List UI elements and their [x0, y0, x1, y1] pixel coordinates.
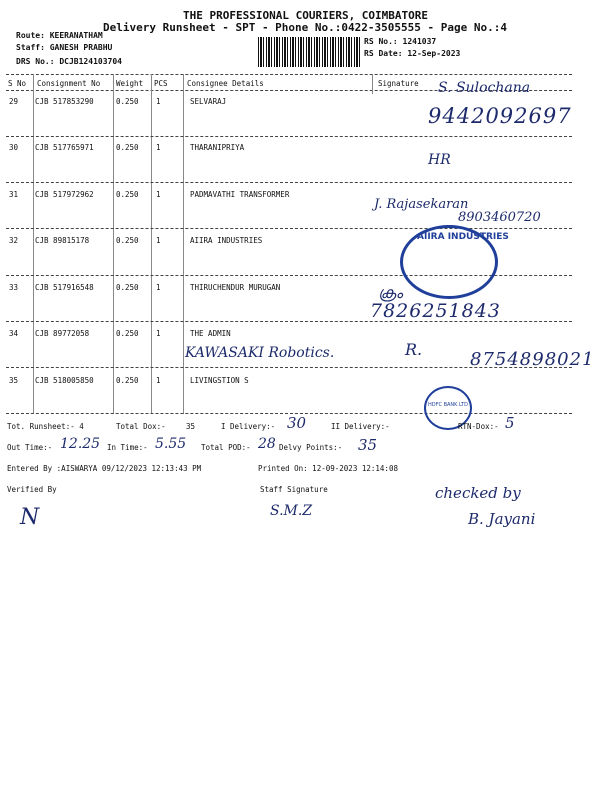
delvy-points-label: Delvy Points:-: [279, 443, 343, 452]
row-consignment: CJB 89815178: [35, 236, 90, 245]
in-time-value: 5.55: [155, 436, 187, 452]
stamp-text: AIIRA INDUSTRIES: [417, 232, 509, 242]
row-weight: 0.250: [116, 97, 139, 106]
col-divider: [151, 74, 152, 414]
ii-delivery-label: II Delivery:-: [331, 422, 390, 431]
staff-signature: S.M.Z: [270, 503, 313, 519]
row-consignment: CJB 517916548: [35, 283, 94, 292]
signature-30: HR: [428, 152, 451, 168]
row-consignee: LIVINGSTION S: [190, 376, 249, 385]
verified-by-label: Verified By: [7, 485, 57, 494]
in-time-label: In Time:-: [107, 443, 148, 452]
row-sno: 33: [9, 283, 19, 292]
signature-29: S. Sulochana: [438, 80, 531, 96]
row-consignee: PADMAVATHI TRANSFORMER: [190, 190, 290, 199]
row-pcs: 1: [156, 236, 161, 245]
row-sno: 30: [9, 143, 19, 152]
row-consignment: CJB 517765971: [35, 143, 94, 152]
total-dox-value: 35: [186, 422, 196, 431]
row-pcs: 1: [156, 97, 161, 106]
delvy-points-value: 35: [358, 436, 378, 454]
col-divider: [113, 74, 114, 414]
rtn-dox-value: 5: [505, 414, 515, 432]
col-weight: Weight: [116, 79, 144, 88]
row-sno: 31: [9, 190, 19, 199]
out-time-value: 12.25: [60, 436, 101, 452]
total-pod-label: Total POD:-: [201, 443, 251, 452]
col-pcs: PCS: [154, 79, 168, 88]
row-weight: 0.250: [116, 376, 139, 385]
row-pcs: 1: [156, 376, 161, 385]
drs-number: DRS No.: DCJB124103704: [16, 57, 122, 66]
total-pod-value: 28: [258, 436, 276, 452]
row-sno: 32: [9, 236, 19, 245]
verified-signature: N: [20, 505, 40, 530]
rtn-dox-label: RTN-Dox:-: [458, 422, 499, 431]
row-weight: 0.250: [116, 143, 139, 152]
row-weight: 0.250: [116, 190, 139, 199]
phone-34: 8754898021: [470, 349, 595, 370]
printed-on: Printed On: 12-09-2023 12:14:08: [258, 464, 398, 473]
phone-31: 8903460720: [458, 210, 541, 225]
entered-by: Entered By :AISWARYA 09/12/2023 12:13:43 PM: [7, 464, 202, 473]
col-signature: Signature: [378, 79, 419, 88]
row-sno: 29: [9, 97, 19, 106]
col-consignee: Consignee Details: [187, 79, 264, 88]
staff-label: Staff: GANESH PRABHU: [16, 43, 113, 52]
company-title: THE PROFESSIONAL COURIERS, COIMBATORE: [183, 9, 429, 22]
row-pcs: 1: [156, 143, 161, 152]
row-rule: [6, 182, 572, 183]
row-sno: 35: [9, 376, 19, 385]
row-consignment: CJB 517853290: [35, 97, 94, 106]
barcode: [258, 37, 360, 67]
bank-stamp-text: HDFC BANK LTD: [428, 402, 469, 408]
row-rule: [6, 136, 572, 137]
row-pcs: 1: [156, 190, 161, 199]
tot-runsheet: Tot. Runsheet:- 4: [7, 422, 84, 431]
phone-33: 7826251843: [370, 300, 501, 322]
row-consignee: THARANIPRIYA: [190, 143, 245, 152]
signature-34: R.: [405, 340, 423, 359]
out-time-label: Out Time:-: [7, 443, 53, 452]
checked-by-note: checked by: [435, 484, 521, 502]
row-sno: 34: [9, 329, 19, 338]
col-consignment: Consignment No: [37, 79, 101, 88]
row-consignment: CJB 517972962: [35, 190, 94, 199]
aiira-stamp: [400, 225, 509, 299]
signature-33: ക്രം: [378, 283, 403, 302]
route-label: Route: KEERANATHAM: [16, 31, 103, 40]
signature-31: J. Rajasekaran: [374, 197, 469, 212]
rs-date: RS Date: 12-Sep-2023: [364, 49, 461, 58]
checker-name: B. Jayani: [468, 510, 536, 528]
col-divider: [372, 74, 373, 94]
total-dox-label: Total Dox:-: [116, 422, 166, 431]
i-delivery-label: I Delivery:-: [221, 422, 276, 431]
row-pcs: 1: [156, 329, 161, 338]
phone-29: 9442092697: [428, 104, 572, 128]
col-divider: [33, 74, 34, 414]
row-consignee: THE ADMIN: [190, 329, 231, 338]
row-consignment: CJB 518005850: [35, 376, 94, 385]
staff-signature-label: Staff Signature: [260, 485, 328, 494]
row-consignment: CJB 89772058: [35, 329, 90, 338]
rs-number: RS No.: 1241037: [364, 37, 437, 46]
table-top-rule: [6, 74, 572, 75]
row-consignee: THIRUCHENDUR MURUGAN: [190, 283, 281, 292]
row-weight: 0.250: [116, 236, 139, 245]
row-pcs: 1: [156, 283, 161, 292]
col-sno: S No: [8, 79, 27, 88]
i-delivery-value: 30: [287, 414, 307, 432]
row-consignee: SELVARAJ: [190, 97, 227, 106]
row-consignee: AIIRA INDUSTRIES: [190, 236, 263, 245]
row-weight: 0.250: [116, 283, 139, 292]
row-weight: 0.250: [116, 329, 139, 338]
company-34: KAWASAKI Robotics.: [185, 345, 335, 361]
row-rule: [6, 228, 572, 229]
runsheet-subtitle: Delivery Runsheet - SPT - Phone No.:0422-3505555 - Page No.:4: [103, 21, 507, 34]
col-divider: [183, 74, 184, 414]
